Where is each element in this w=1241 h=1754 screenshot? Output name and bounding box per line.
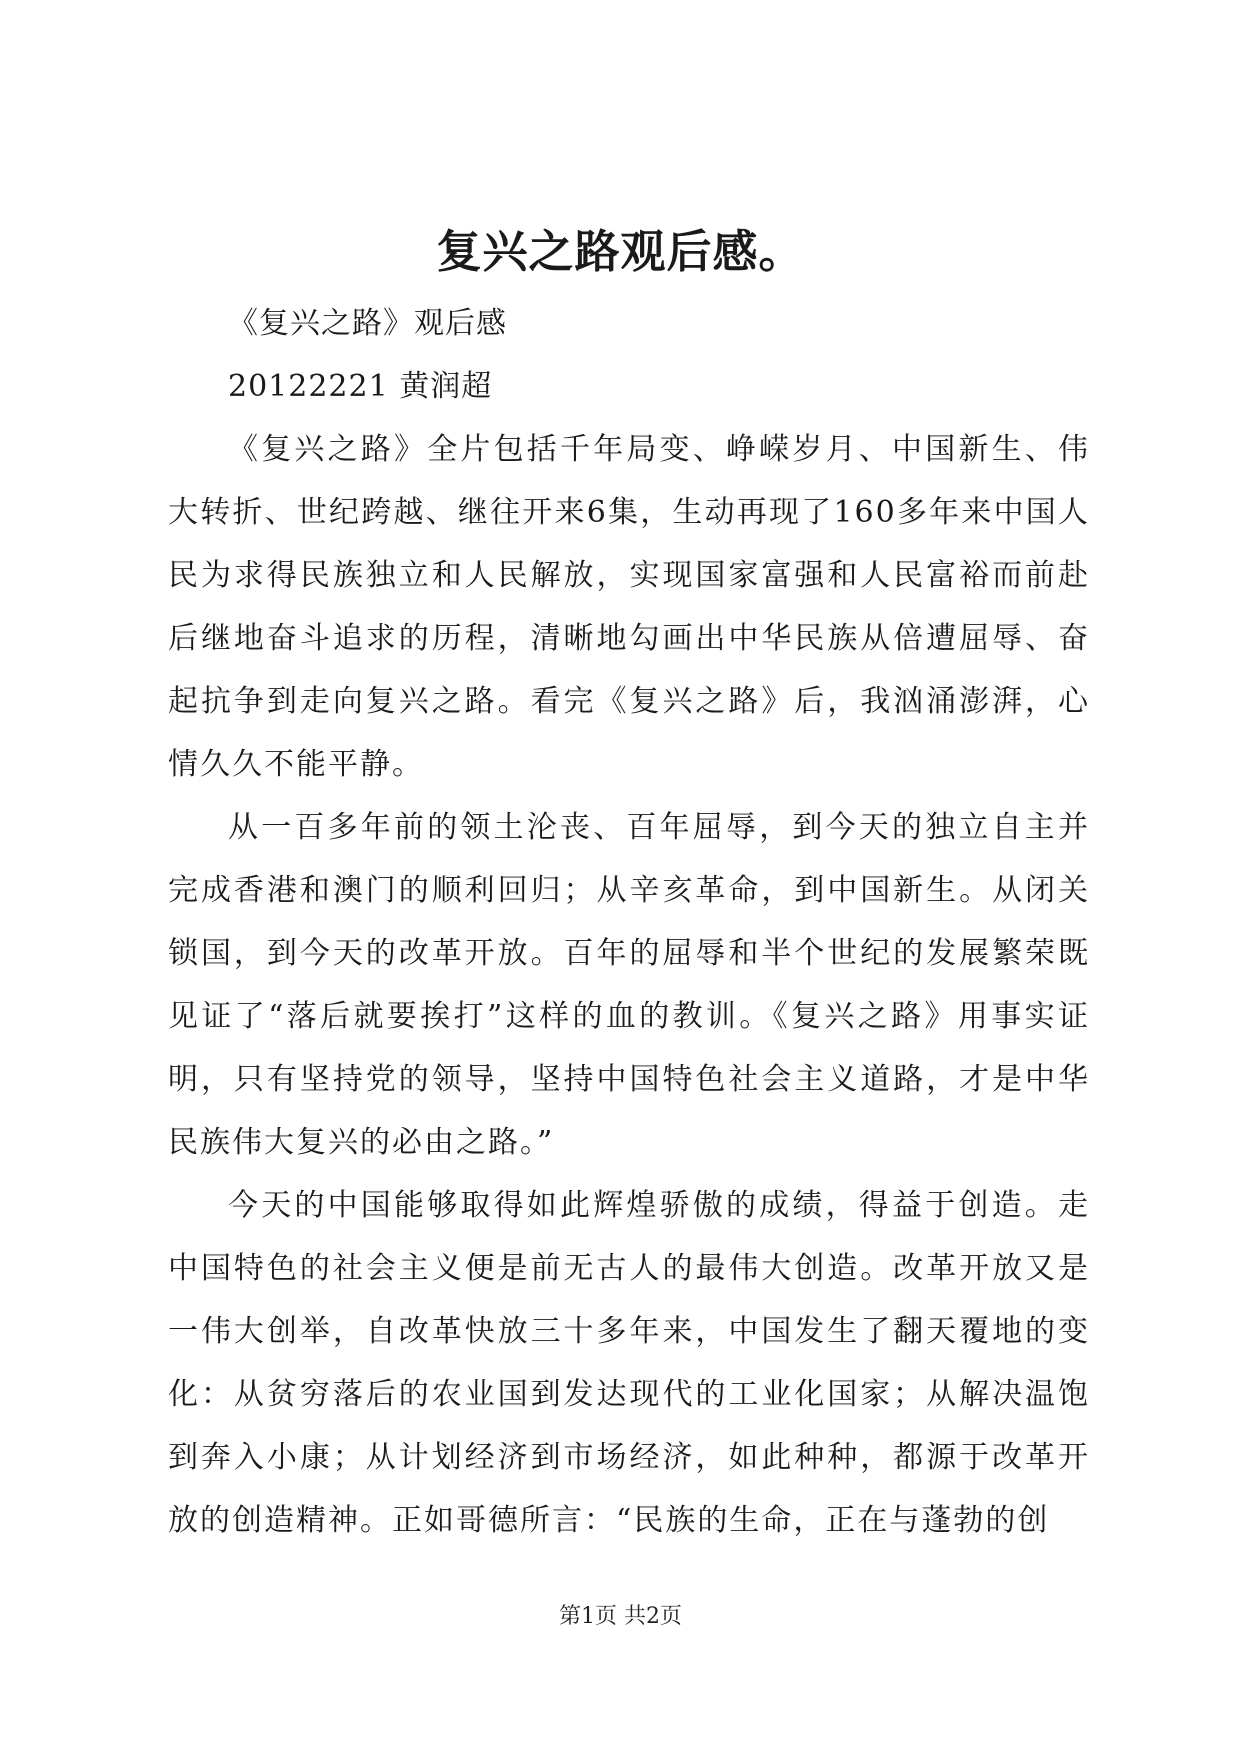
paragraph: 今天的中国能够取得如此辉煌骄傲的成绩，得益于创造。走中国特色的社会主义便是前无古人的最伟大创造。改革开放又是一伟大创举，自改革快放三十多年来，中国发生了翻天覆地的变化：从贫穷落后的农业国到发达现代的工业化国家；从解决温饱到奔入小康；从计划经济到市场经济，如此种种，都源于改革开放的创造精神。正如哥德所言：“民族的生命，正在与蓬勃的创 <box>168 1188 1090 1538</box>
author-line: 20122221 黄润超 <box>228 369 493 404</box>
paragraph: 《复兴之路》全片包括千年局变、峥嵘岁月、中国新生、伟大转折、世纪跨越、继往开来6集，生动再现了160多年来中国人民为求得民族独立和人民解放，实现国家富强和人民富裕而前赴后继地奋斗追求的历程，清晰地勾画出中华民族从倍遭屈辱、奋起抗争到走向复兴之路。看完《复兴之路》后，我汹涌澎湃，心情久久不能平静。 <box>168 432 1090 782</box>
document-body <box>168 292 1090 1552</box>
page-number: 第1页 共2页 <box>559 1604 682 1629</box>
document-title: 复兴之路观后感。 <box>436 225 805 278</box>
paragraph: 从一百多年前的领土沦丧、百年屈辱，到今天的独立自主并完成香港和澳门的顺利回归；从辛亥革命，到中国新生。从闭关锁国，到今天的改革开放。百年的屈辱和半个世纪的发展繁荣既见证了“落后就要挨打”这样的血的教训。《复兴之路》用事实证明，只有坚持党的领导，坚持中国特色社会主义道路，才是中华民族伟大复兴的必由之路。” <box>168 810 1090 1160</box>
document-subtitle: 《复兴之路》观后感 <box>228 306 507 341</box>
